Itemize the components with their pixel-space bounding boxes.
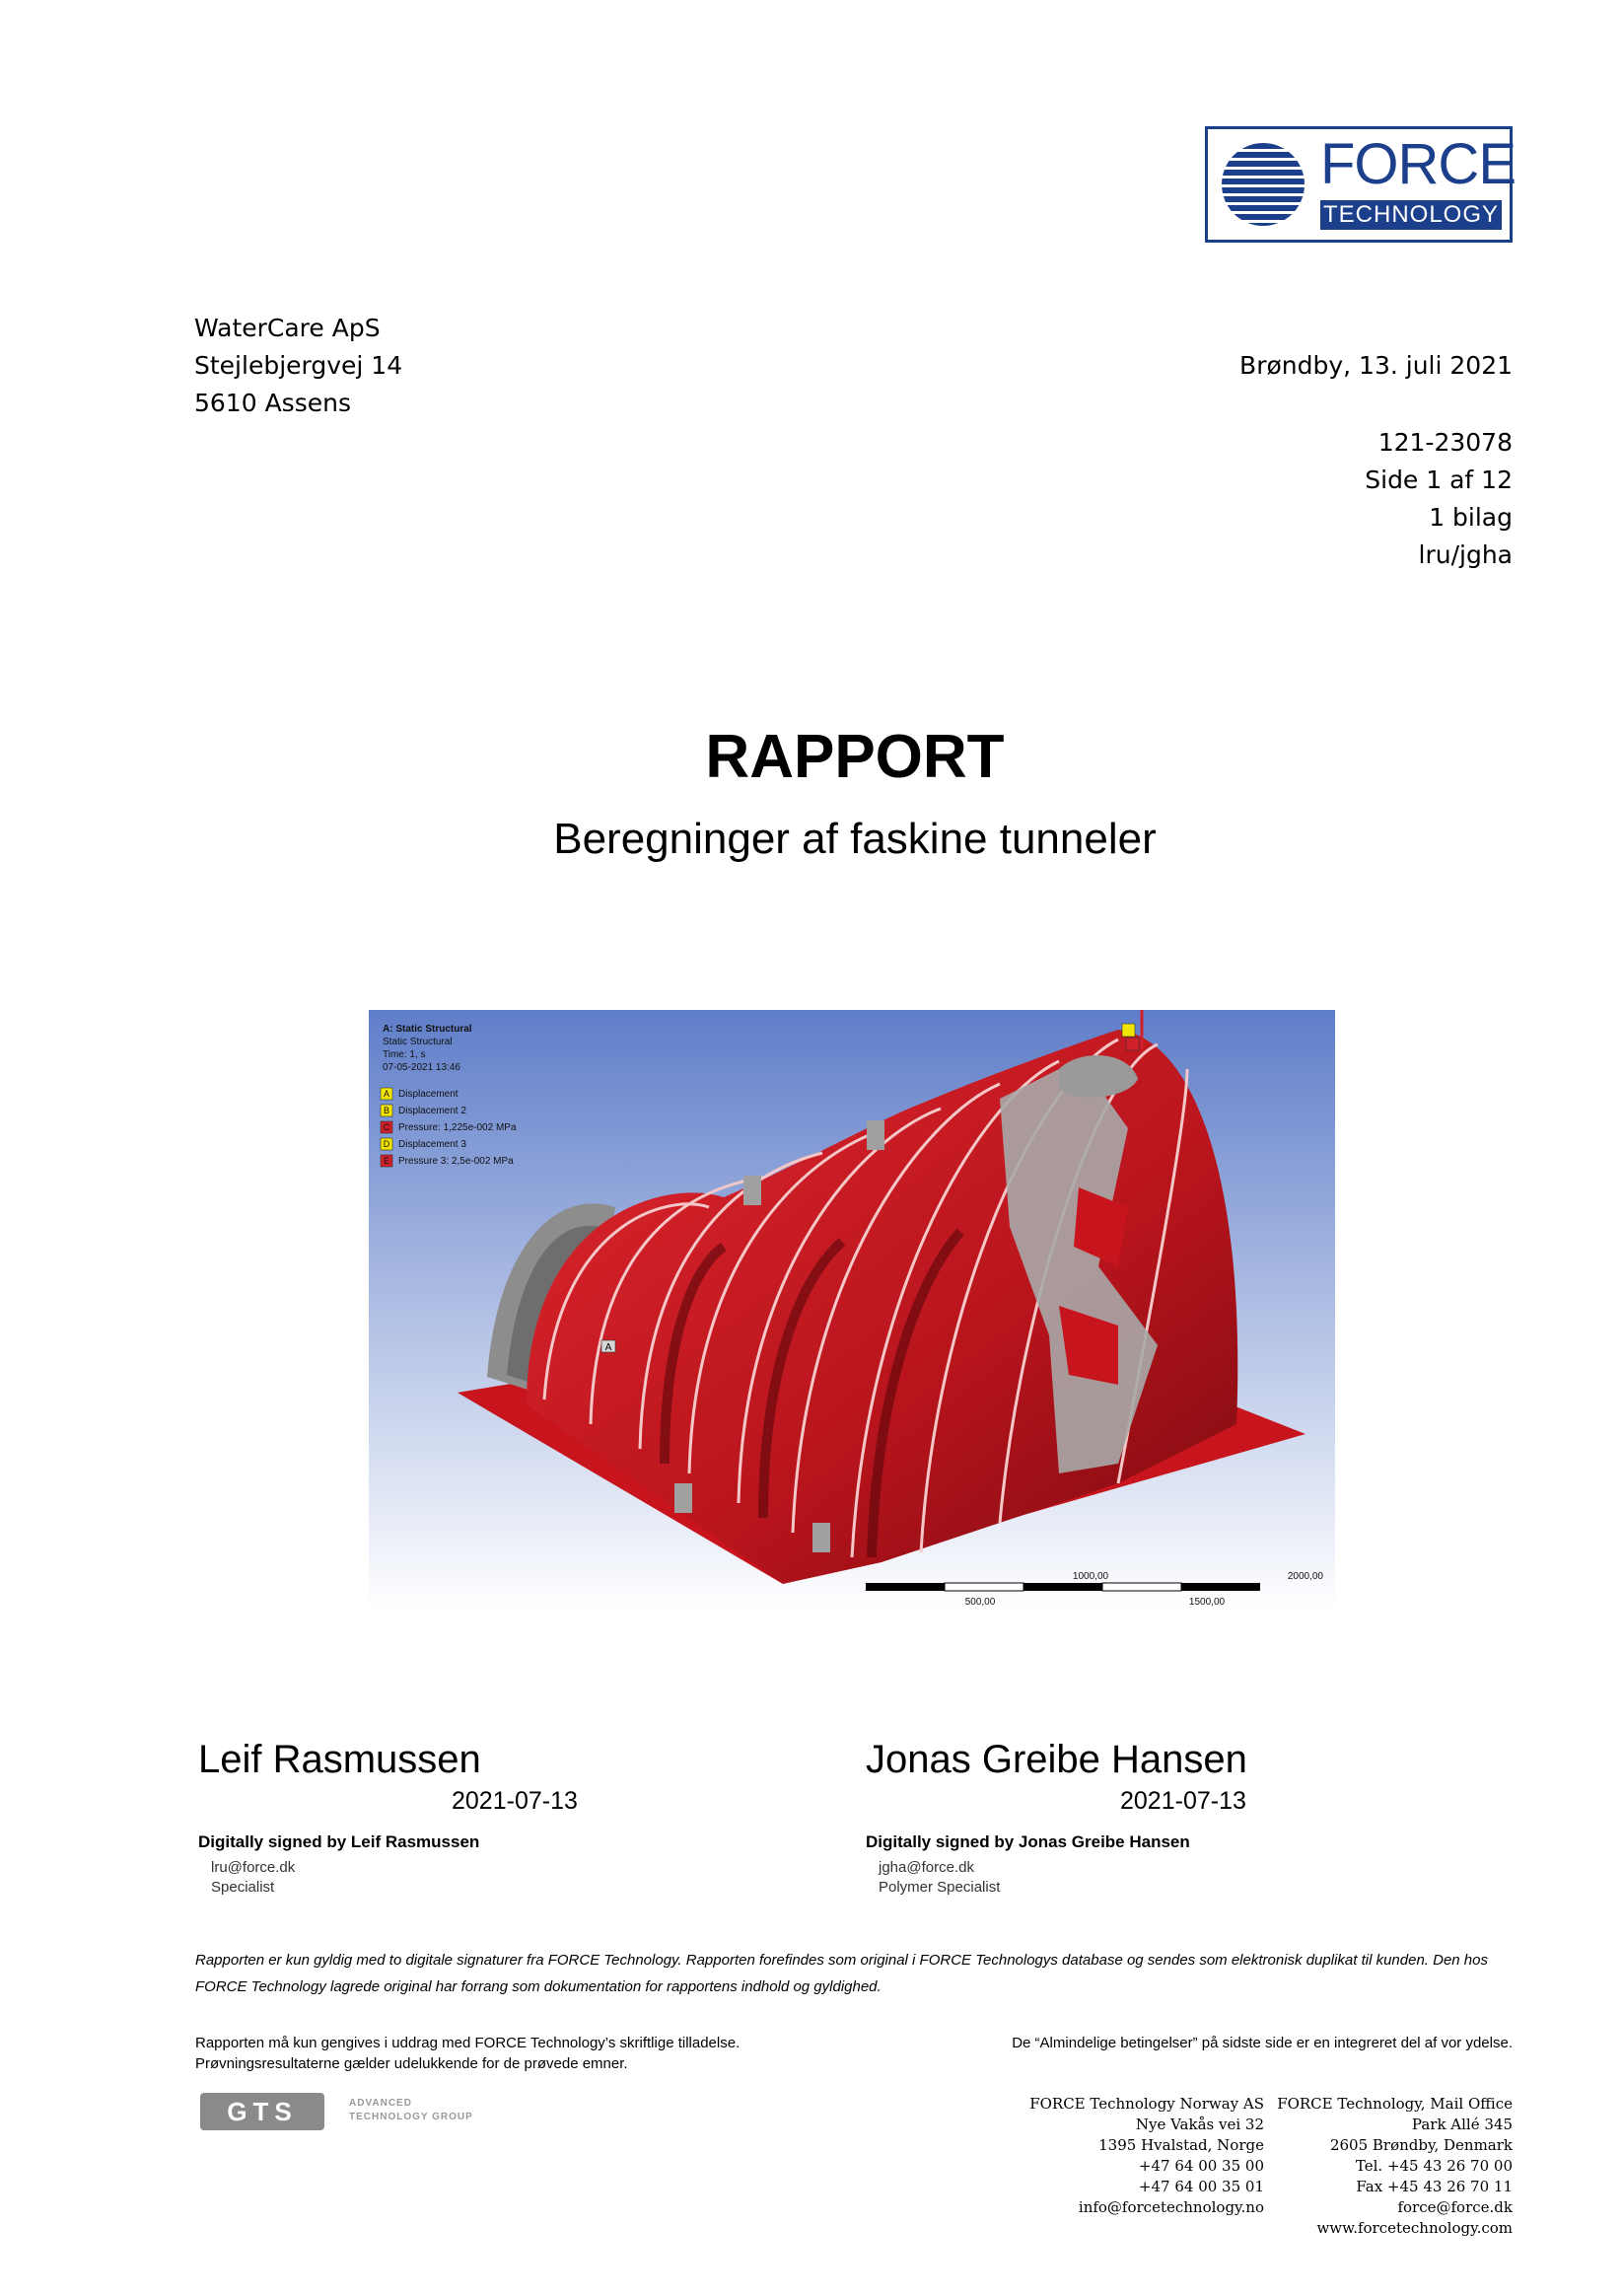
office-email: force@force.dk	[1397, 2198, 1513, 2216]
signer-details	[211, 1858, 295, 1898]
initials: lru/jgha	[1418, 540, 1513, 569]
signer-name: Leif Rasmussen	[198, 1738, 481, 1781]
office-city: 2605 Brøndby, Denmark	[1329, 2136, 1513, 2154]
office-city: 1395 Hvalstad, Norge	[1098, 2136, 1264, 2154]
analysis-time: Time: 1, s	[383, 1049, 426, 1060]
fea-model-figure	[369, 1010, 1335, 1610]
footer-results-note: Prøvningsresultaterne gælder udelukkende for de prøvede emner.	[195, 2055, 628, 2072]
report-number: 121-23078	[1377, 428, 1513, 457]
support-1	[743, 1176, 761, 1205]
office-name: FORCE Technology Norway AS	[1029, 2095, 1264, 2113]
flag-d	[1122, 1024, 1135, 1037]
signature-block-2	[866, 1738, 1247, 1782]
signer-date: 2021-07-13	[452, 1787, 578, 1815]
scale-label-1000: 1000,00	[1072, 1571, 1109, 1582]
scale-label-2000: 2000,00	[1287, 1571, 1323, 1582]
report-subtitle: Beregninger af faskine tunneler	[553, 815, 1157, 863]
marker-label: A	[604, 1342, 612, 1353]
recipient-city: 5610 Assens	[194, 389, 351, 417]
report-title: RAPPORT	[705, 723, 1005, 791]
office-street: Nye Vakås vei 32	[1135, 2116, 1264, 2133]
logo-brand: FORCE	[1320, 132, 1516, 196]
signer-date: 2021-07-13	[1120, 1787, 1246, 1815]
legend-label: Pressure 3: 2,5e-002 MPa	[398, 1156, 514, 1167]
scale-label-500: 500,00	[964, 1597, 996, 1608]
gts-logo: GTS	[200, 2093, 324, 2130]
recipient-street: Stejlebjergvej 14	[194, 351, 403, 380]
office-phone: Tel. +45 43 26 70 00	[1355, 2157, 1513, 2175]
office-fax: Fax +45 43 26 70 11	[1356, 2178, 1513, 2195]
analysis-name: A: Static Structural	[383, 1024, 472, 1035]
legend-label: Pressure: 1,225e-002 MPa	[398, 1122, 517, 1133]
scale-label-1500: 1500,00	[1188, 1597, 1226, 1608]
analysis-date: 07-05-2021 13:46	[383, 1062, 460, 1073]
footer-left	[195, 2033, 740, 2074]
gts-tag-line-2: TECHNOLOGY GROUP	[349, 2112, 473, 2122]
flag-e	[1126, 1038, 1139, 1050]
office-email: info@forcetechnology.no	[1078, 2198, 1264, 2216]
legend-key: B	[383, 1106, 390, 1115]
signer-email: lru@force.dk	[211, 1859, 296, 1876]
recipient-address	[194, 310, 402, 422]
office-fax: +47 64 00 35 01	[1138, 2178, 1264, 2195]
report-meta	[1365, 424, 1513, 574]
force-technology-logo	[1205, 126, 1516, 243]
support-2	[867, 1120, 884, 1150]
legend-key: E	[383, 1156, 390, 1166]
globe-icon	[1222, 143, 1305, 226]
support-3	[674, 1483, 692, 1513]
recipient-company: WaterCare ApS	[194, 314, 381, 342]
analysis-type: Static Structural	[383, 1037, 453, 1047]
legend-label: Displacement 2	[398, 1106, 466, 1116]
legend-label: Displacement 3	[398, 1139, 466, 1150]
legend-label: Displacement	[398, 1089, 459, 1100]
legend-key: C	[383, 1122, 390, 1132]
office-name: FORCE Technology, Mail Office	[1277, 2095, 1513, 2113]
signer-name: Jonas Greibe Hansen	[866, 1738, 1247, 1781]
office-website: www.forcetechnology.com	[1316, 2219, 1513, 2237]
footer-reproduction-note: Rapporten må kun gengives i uddrag med FORCE Technology’s skriftlige tilladelse.	[195, 2035, 741, 2051]
support-4	[812, 1523, 830, 1552]
office-denmark	[1277, 2094, 1513, 2239]
logo-subbrand: TECHNOLOGY	[1320, 200, 1502, 230]
legend-key: A	[383, 1089, 390, 1099]
office-street: Park Allé 345	[1411, 2116, 1513, 2133]
place-date: Brøndby, 13. juli 2021	[1239, 351, 1513, 380]
gts-tag-line-1: ADVANCED	[349, 2098, 412, 2109]
legend-key: D	[383, 1139, 390, 1149]
signer-role: Specialist	[211, 1879, 275, 1896]
signer-details	[879, 1858, 1000, 1898]
footer-terms-note: De “Almindelige betingelser” på sidste side er en integreret del af vor ydelse.	[1012, 2035, 1513, 2051]
digital-signature-line: Digitally signed by Jonas Greibe Hansen	[866, 1832, 1190, 1851]
office-phone: +47 64 00 35 00	[1138, 2157, 1264, 2175]
office-norway	[1029, 2094, 1264, 2218]
validity-disclaimer: Rapporten er kun gyldig med to digitale signaturer fra FORCE Technology. Rapporten forefindes som original i FORCE Technologys database og sendes som elektronisk duplikat til kunden. Den hos FORCE Technology lagrede original har forrang som dokumentation for rapportens indhold og gyldighed.	[195, 1952, 1488, 1995]
page-number: Side 1 af 12	[1365, 466, 1513, 494]
digital-signature-line: Digitally signed by Leif Rasmussen	[198, 1832, 480, 1851]
signer-email: jgha@force.dk	[879, 1859, 974, 1876]
gts-tagline	[349, 2097, 473, 2124]
signature-block-1	[198, 1738, 481, 1782]
signer-role: Polymer Specialist	[879, 1879, 1001, 1896]
attachments: 1 bilag	[1429, 503, 1513, 532]
